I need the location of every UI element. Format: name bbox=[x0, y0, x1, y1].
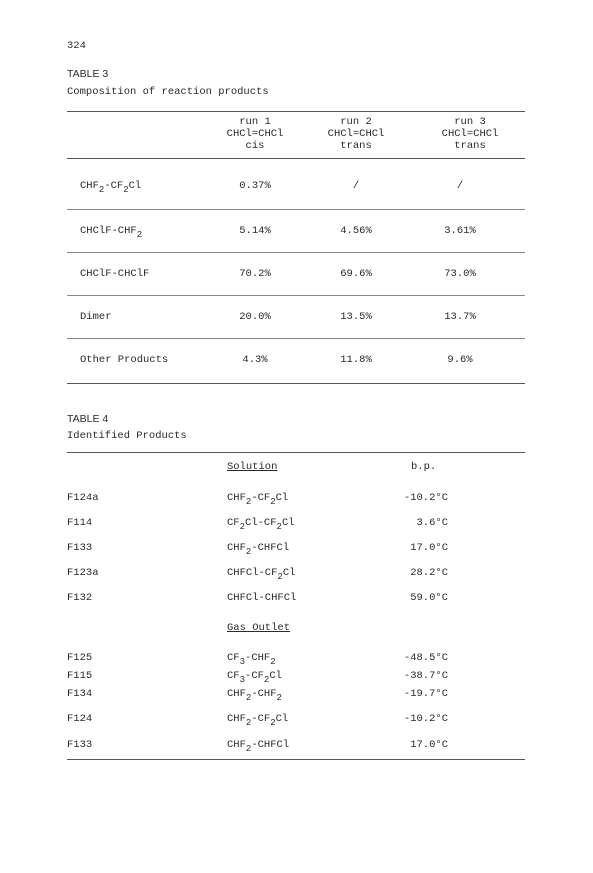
table3-row-product: Dimer bbox=[80, 311, 112, 323]
table4-bottom-rule bbox=[67, 759, 525, 760]
table4-formula: $CHF_2$-CHFCl bbox=[227, 739, 290, 754]
table3-cell: 0.37% bbox=[239, 180, 271, 192]
table3-bottom-rule bbox=[67, 383, 525, 384]
table4-col-bp: b.p. bbox=[411, 461, 437, 473]
table4-code: F124 bbox=[67, 713, 93, 725]
table4-code: F123a bbox=[67, 567, 99, 579]
header-run-label: run 1 bbox=[239, 116, 271, 128]
header-reactant: CHCl=CHCl bbox=[226, 128, 284, 140]
row-divider bbox=[67, 252, 525, 253]
table4-formula: $CF_2Cl-CF_2Cl$ bbox=[227, 517, 295, 532]
header-run-label: run 3 bbox=[454, 116, 486, 128]
table4-code: F125 bbox=[67, 652, 93, 664]
table4-bp: 17.0°C bbox=[410, 542, 448, 554]
page-number: 324 bbox=[67, 40, 86, 52]
table3-header-run2 bbox=[311, 116, 401, 152]
table4-formula: CHFCl-$CF_2Cl$ bbox=[227, 567, 296, 582]
table3-row-product: CHClF-CHClF bbox=[80, 268, 150, 280]
table4-formula: $CF_3-CHF_2$ bbox=[227, 652, 276, 667]
table4-title: Identified Products bbox=[67, 430, 187, 442]
header-run-label: run 2 bbox=[340, 116, 372, 128]
row-divider bbox=[67, 209, 525, 210]
table3-cell: 3.61% bbox=[444, 225, 476, 237]
table4-code: F133 bbox=[67, 739, 93, 751]
table3-cell: / bbox=[456, 180, 464, 192]
table4-top-rule bbox=[67, 452, 525, 453]
table3-cell: 4.56% bbox=[340, 225, 372, 237]
table4-formula: $CHF_2$-CHFCl bbox=[227, 542, 290, 557]
table4-section-gas-outlet: Gas Outlet bbox=[227, 622, 291, 634]
table3-cell: 9.6% bbox=[447, 354, 473, 366]
table3-cell: 70.2% bbox=[239, 268, 271, 280]
table3-cell: 11.8% bbox=[340, 354, 372, 366]
table4-formula: $CHF_2-CF_2Cl$ bbox=[227, 492, 289, 507]
table4-code: F132 bbox=[67, 592, 93, 604]
table3-header-run3 bbox=[425, 116, 515, 152]
table4-formula: CHFCl-CHFCl bbox=[227, 592, 297, 604]
table4-bp: -38.7°C bbox=[403, 670, 448, 682]
header-isomer: cis bbox=[245, 140, 265, 152]
table4-bp: -19.7°C bbox=[403, 688, 448, 700]
table3-header-rule bbox=[67, 158, 525, 159]
table3-caption: TABLE 3 bbox=[67, 68, 109, 80]
table3-cell: 69.6% bbox=[340, 268, 372, 280]
table4-bp: 17.0°C bbox=[410, 739, 448, 751]
table4-code: F134 bbox=[67, 688, 93, 700]
table4-bp: -10.2°C bbox=[403, 492, 448, 504]
header-isomer: trans bbox=[340, 140, 372, 152]
table3-row-product: Other Products bbox=[80, 354, 169, 366]
table3-title: Composition of reaction products bbox=[67, 86, 269, 98]
table4-bp: -10.2°C bbox=[403, 713, 448, 725]
header-reactant: CHCl=CHCl bbox=[327, 128, 385, 140]
table3-cell: 13.7% bbox=[444, 311, 476, 323]
table4-formula: $CHF_2-CF_2Cl$ bbox=[227, 713, 289, 728]
table4-code: F124a bbox=[67, 492, 99, 504]
table4-code: F114 bbox=[67, 517, 93, 529]
table3-cell: 20.0% bbox=[239, 311, 271, 323]
table4-formula: $CHF_2-CHF_2$ bbox=[227, 688, 282, 703]
table4-caption: TABLE 4 bbox=[67, 413, 109, 425]
table4-code: F133 bbox=[67, 542, 93, 554]
table3-top-rule bbox=[67, 111, 525, 112]
header-isomer: trans bbox=[454, 140, 486, 152]
table4-code: F115 bbox=[67, 670, 93, 682]
table4-col-solution: Solution bbox=[227, 461, 278, 473]
table4-bp: 59.0°C bbox=[410, 592, 448, 604]
table3-row-product: CHClF-$CHF_2$ bbox=[80, 225, 143, 240]
table3-cell: 5.14% bbox=[239, 225, 271, 237]
table4-bp: -48.5°C bbox=[403, 652, 448, 664]
table4-bp: 28.2°C bbox=[410, 567, 448, 579]
table3-cell: 4.3% bbox=[242, 354, 268, 366]
table4-formula: $CF_3-CF_2Cl$ bbox=[227, 670, 282, 685]
table4-bp: 3.6°C bbox=[416, 517, 448, 529]
header-reactant: CHCl=CHCl bbox=[441, 128, 499, 140]
table3-cell: 73.0% bbox=[444, 268, 476, 280]
table3-cell: 13.5% bbox=[340, 311, 372, 323]
table3-header-run1 bbox=[210, 116, 300, 152]
row-divider bbox=[67, 295, 525, 296]
table3-cell: / bbox=[352, 180, 360, 192]
table3-row-product: $CHF_2-CF_2Cl$ bbox=[80, 180, 142, 195]
row-divider bbox=[67, 338, 525, 339]
